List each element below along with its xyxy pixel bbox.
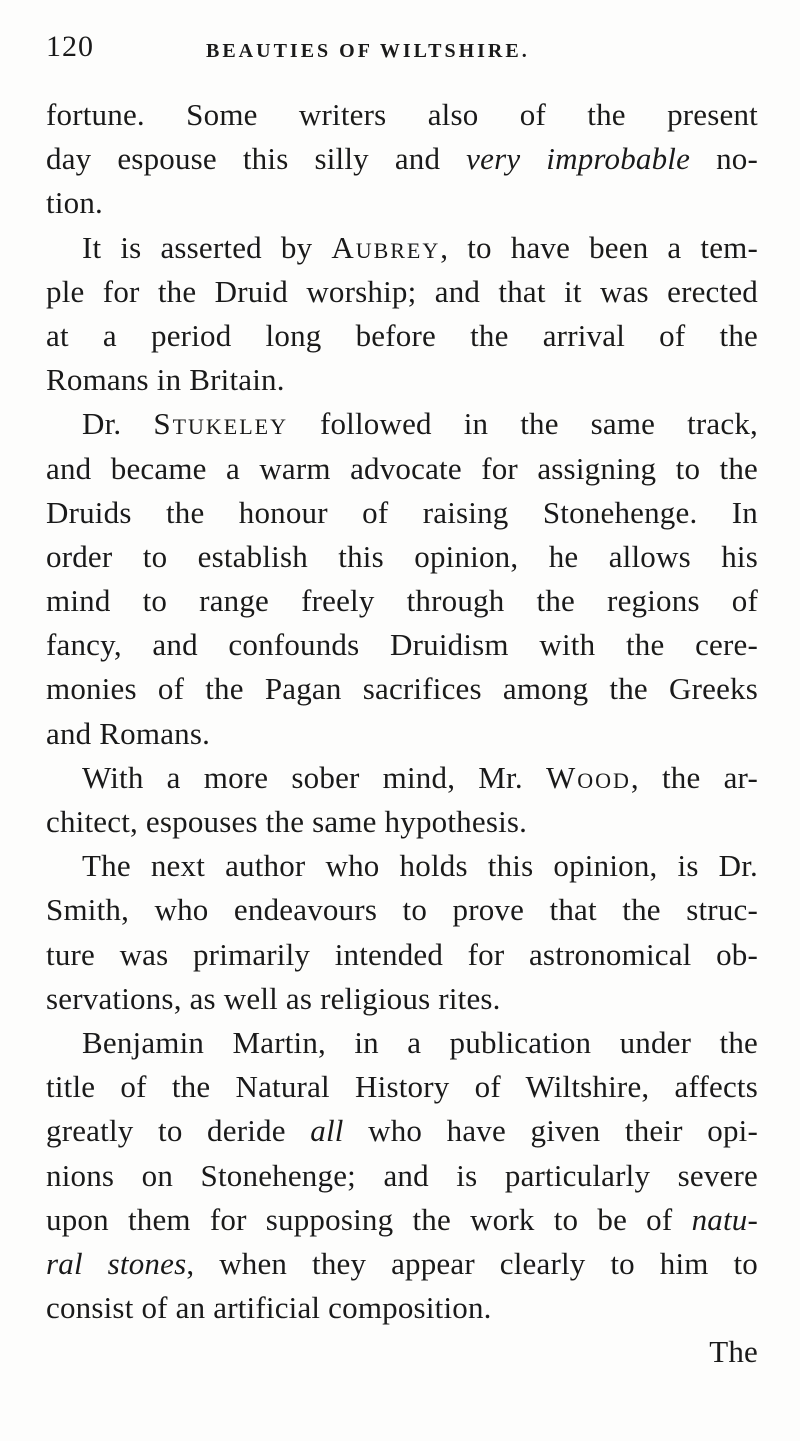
text-line: The next author who holds this opinion, is Dr. [82, 848, 758, 884]
text-line: Smith, who endeavours to prove that the struc- [46, 892, 758, 928]
text-line: Benjamin Martin, in a publication under the [82, 1024, 758, 1060]
text-line: chitect, espouses the same hypothesis. [46, 804, 528, 839]
text-line: fancy, and confounds Druidism with the cere- [46, 627, 758, 663]
text-line: and became a warm advocate for assigning to the [46, 450, 758, 486]
text-line: Dr. Stukeley followed in the same track, [82, 406, 758, 442]
text-line: ture was primarily intended for astronomical ob- [46, 936, 758, 972]
text-line: title of the Natural History of Wiltshire, affects [46, 1069, 758, 1105]
text-line: fortune. Some writers also of the present [46, 97, 758, 132]
catchword: The [709, 1334, 758, 1370]
text-line: greatly to deride all who have given their opi- [46, 1113, 758, 1149]
body-text [46, 93, 758, 1374]
text-line: ral stones, when they appear clearly to him to [46, 1245, 758, 1281]
running-head [46, 30, 758, 70]
text-line: order to establish this opinion, he allows his [46, 538, 758, 574]
text-line: day espouse this silly and very improbable no- [46, 141, 758, 177]
text-line: and Romans. [46, 715, 211, 751]
text-line: With a more sober mind, Mr. Wood, the ar- [82, 759, 758, 795]
text-line: monies of the Pagan sacrifices among the Greeks [46, 671, 758, 707]
text-line: ple for the Druid worship; and that it was erected [46, 273, 758, 309]
text-line: at a period long before the arrival of the [46, 317, 758, 353]
text-line: tion. [46, 185, 103, 221]
text-line: nions on Stonehenge; and is particularly severe [46, 1157, 758, 1193]
text-line: servations, as well as religious rites. [46, 980, 501, 1016]
page-number: 120 [46, 30, 94, 63]
text-line: Romans in Britain. [46, 362, 285, 398]
running-title: BEAUTIES OF WILTSHIRE. [206, 40, 530, 62]
text-line: mind to range freely through the regions of [46, 583, 758, 619]
text-line: upon them for supposing the work to be of natu- [46, 1201, 758, 1237]
text-line: consist of an artificial composition. [46, 1290, 492, 1326]
text-line: Druids the honour of raising Stonehenge. In [46, 494, 758, 530]
text-line: It is asserted by Aubrey, to have been a tem- [82, 229, 758, 265]
